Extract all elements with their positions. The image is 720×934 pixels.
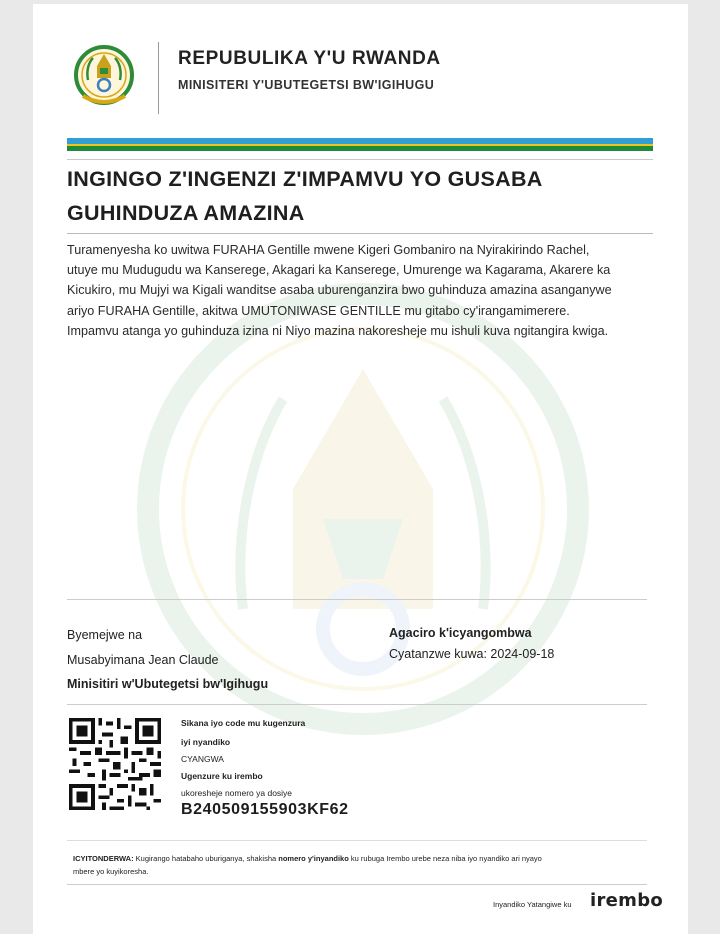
title-line: INGINGO Z'INGENZI Z'IMPAMVU YO GUSABA xyxy=(67,167,543,191)
document-title xyxy=(67,162,653,230)
body-line: Kicukiro, mu Mujyi wa Kigali wanditse asaba uburenganzira bwo guhinduza amazina asanganywe xyxy=(67,283,612,298)
country-name: REPUBULIKA Y'U RWANDA xyxy=(178,48,441,69)
body-line: ariyo FURAHA Gentille, akitwa UMUTONIWASE GENTILLE mu gitabo cy'irangamimerere. xyxy=(67,303,570,318)
notice-text xyxy=(73,852,643,878)
issued-by-note: Inyandiko Yatangiwe ku xyxy=(493,900,572,909)
title-bottom-rule xyxy=(67,233,653,234)
title-line: GUHINDUZA AMAZINA xyxy=(67,201,305,225)
notice-text-part: Kugirango hatabaho uburiganya, shakisha xyxy=(133,854,279,863)
notice-bold: nomero y'inyandiko xyxy=(278,854,349,863)
body-line: utuye mu Mudugudu wa Kanserege, Akagari ka Kanserege, Umurenge wa Kagarama, Akarere ka xyxy=(67,263,611,278)
flag-stripes xyxy=(67,138,653,151)
body-line: Impamvu atanga yo guhinduza izina ni Niyo mazina nakoresheje mu ishuli kuva ngitangira kwiga. xyxy=(67,323,609,338)
title-top-rule xyxy=(67,159,653,160)
price-label: Agaciro k'icyangombwa xyxy=(389,626,532,640)
notice-text-part: ku rubuga Irembo urebe neza niba iyo nyandiko ari nyayo xyxy=(348,854,542,863)
verification-top-rule xyxy=(67,704,647,705)
document-page xyxy=(33,4,688,934)
rwanda-coat-of-arms-icon xyxy=(73,44,135,110)
verify-irembo: Ugenzure ku irembo xyxy=(181,771,263,781)
document-number: B240509155903KF62 xyxy=(181,801,349,818)
approver-name: Musabyimana Jean Claude xyxy=(67,653,219,667)
irembo-logo[interactable]: irembo xyxy=(590,890,664,911)
notice-text-part: mbere yo kuyikoresha. xyxy=(73,867,149,876)
verify-dossier: ukoresheje nomero ya dosiye xyxy=(181,788,293,798)
issue-date: Cyatanzwe kuwa: 2024-09-18 xyxy=(389,647,555,661)
header-divider xyxy=(158,42,159,114)
approved-by-label: Byemejwe na xyxy=(67,628,143,642)
body-paragraph xyxy=(67,240,657,341)
emblem-watermark xyxy=(133,279,593,739)
footer-rule xyxy=(67,884,647,885)
verify-instruction-2: iyi nyandiko xyxy=(181,737,231,747)
approver-title: Minisitiri w'Ubutegetsi bw'Igihugu xyxy=(67,677,269,691)
ministry-name: MINISITERI Y'UBUTEGETSI BW'IGIHUGU xyxy=(178,78,435,92)
verify-instruction: Sikana iyo code mu kugenzura xyxy=(181,718,306,728)
qr-code[interactable] xyxy=(69,718,161,810)
notice-top-rule xyxy=(67,840,647,841)
signature-top-rule xyxy=(67,599,647,600)
body-line: Turamenyesha ko uwitwa FURAHA Gentille mwene Kigeri Gombaniro na Nyirakirindo Rachel, xyxy=(67,243,590,257)
notice-label: ICYITONDERWA: xyxy=(73,854,134,863)
verify-or: CYANGWA xyxy=(181,754,224,764)
